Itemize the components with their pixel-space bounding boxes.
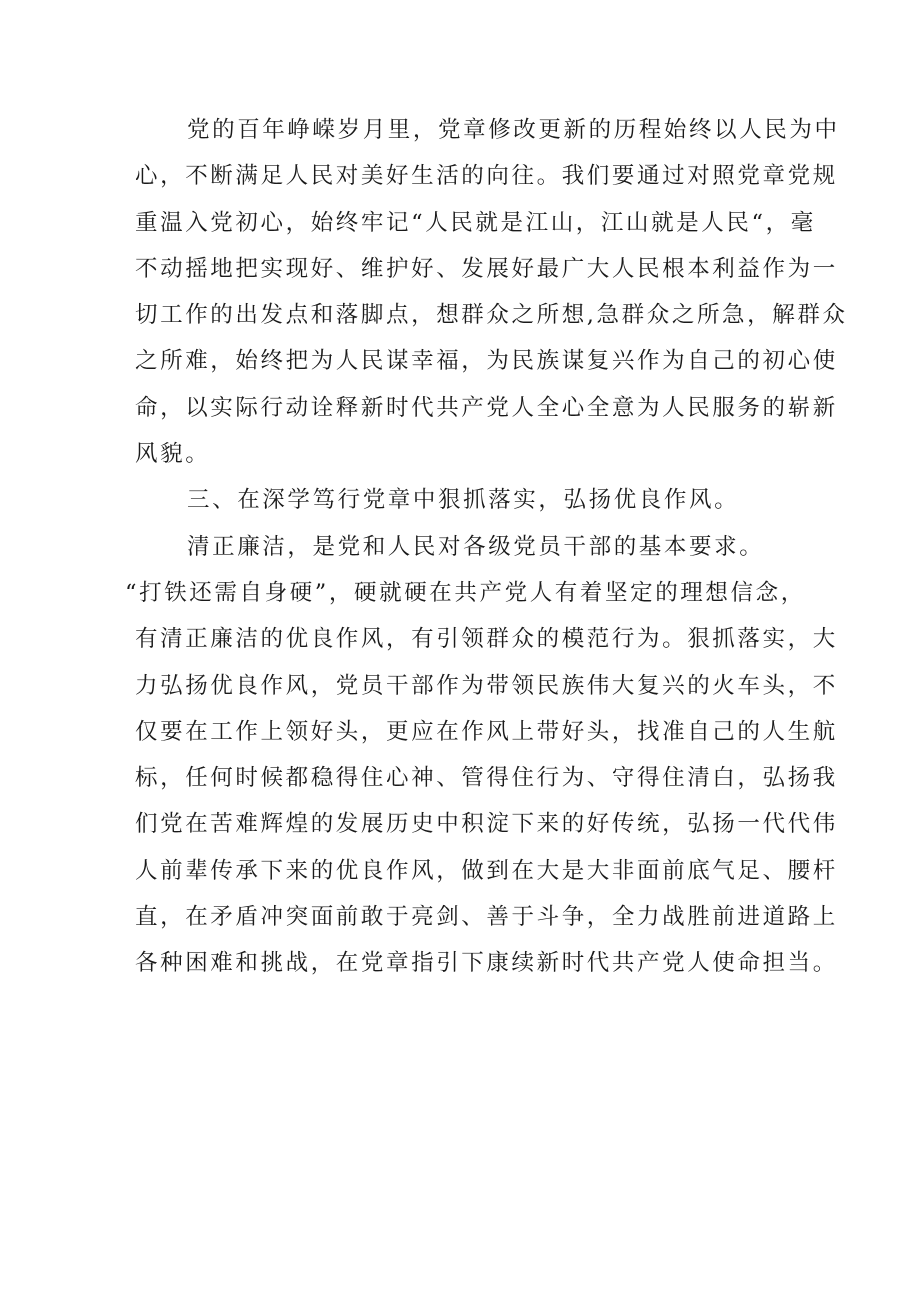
paragraph-1-line-7: 命，以实际行动诠释新时代共产党人全心全意为人民服务的崭新	[135, 394, 838, 421]
paragraph-1-line-5: 切工作的出发点和落脚点，想群众之所想,急群众之所急，解群众	[135, 302, 848, 329]
body-text	[125, 107, 848, 987]
paragraph-3-line-9: 直，在矛盾冲突面前敢于亮剑、善于斗争，全力战胜前进道路上	[135, 904, 838, 931]
paragraph-3-line-6: 标，任何时候都稳得住心神、管得住行为、守得住清白，弘扬我	[135, 765, 838, 792]
section-heading-3: 三、在深学笃行党章中狠抓落实，弘扬优良作风。	[187, 487, 740, 514]
paragraph-1-line-4: 不动摇地把实现好、维护好、发展好最广大人民根本利益作为一	[135, 255, 838, 282]
paragraph-1-line-2: 心，不断满足人民对美好生活的向往。我们要通过对照党章党规	[135, 163, 838, 190]
paragraph-3-line-1: 清正廉洁，是党和人民对各级党员干部的基本要求。	[187, 533, 765, 560]
paragraph-3-line-2: “打铁还需自身硬”，硬就硬在共产党人有着坚定的理想信念，	[125, 579, 806, 606]
paragraph-3-line-7: 们党在苦难辉煌的发展历史中积淀下来的好传统，弘扬一代代伟	[135, 811, 838, 838]
paragraph-3-line-3: 有清正廉洁的优良作风，有引领群众的模范行为。狠抓落实，大	[135, 626, 838, 653]
paragraph-1-line-1: 党的百年峥嵘岁月里，党章修改更新的历程始终以人民为中	[187, 117, 840, 143]
paragraph-3-line-8: 人前辈传承下来的优良作风，做到在大是大非面前底气足、腰杆	[135, 857, 838, 884]
paragraph-1-line-8: 风貌。	[135, 441, 211, 468]
paragraph-3-line-5: 仅要在工作上领好头，更应在作风上带好头，找准自己的人生航	[135, 718, 838, 745]
paragraph-3-line-10: 各种困难和挑战，在党章指引下康续新时代共产党人使命担当。	[135, 950, 838, 977]
paragraph-1-line-6: 之所难，始终把为人民谋幸福，为民族谋复兴作为自己的初心使	[135, 348, 838, 375]
paragraph-1-line-3: 重温入党初心，始终牢记“人民就是江山，江山就是人民“，毫	[135, 209, 816, 236]
paragraph-3-line-4: 力弘扬优良作风，党员干部作为带领民族伟大复兴的火车头，不	[135, 672, 838, 699]
